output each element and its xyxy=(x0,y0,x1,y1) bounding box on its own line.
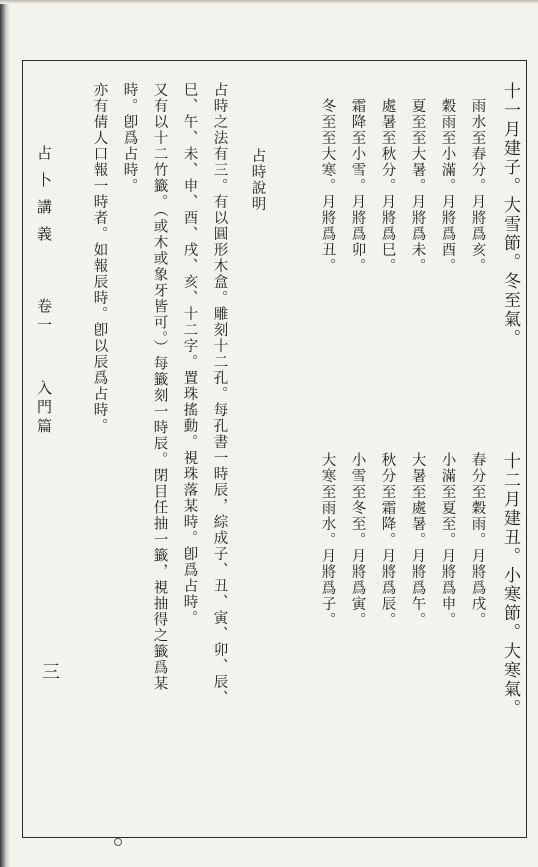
text-column-l2: 春分至穀雨。月將爲戌。 xyxy=(469,452,486,628)
page-edge-top xyxy=(0,0,538,4)
text-column-r4: 夏至至大暑。月將爲未。 xyxy=(409,98,426,274)
text-column-l3: 小滿至夏至。月將爲申。 xyxy=(439,452,456,628)
body-column-5: 亦有倩人口報一時者。如報辰時。卽以辰爲占時。 xyxy=(91,82,108,434)
text-column-l4: 大暑至處暑。月將爲午。 xyxy=(409,452,426,628)
body-column-1: 占時之法有三。有以圓形木盒。雕刻十二孔。每孔書一時辰，綜成子、丑、寅、卯、辰、 xyxy=(211,82,228,706)
text-column-l6: 小雪至冬至。月將爲寅。 xyxy=(349,452,366,628)
text-column-l5: 秋分至霜降。月將爲辰。 xyxy=(379,452,396,628)
footer-book-title: 占卜講義 xyxy=(35,145,53,253)
body-column-3: 又有以十二竹籤。（或木或象牙皆可。）每籤刻一時辰。閉目任抽一籤，視抽得之籤爲某 xyxy=(151,82,168,692)
ink-dot xyxy=(114,838,122,846)
text-column-r5: 處暑至秋分。月將爲巳。 xyxy=(379,98,396,274)
text-column-r6: 霜降至小雪。月將爲卯。 xyxy=(349,98,366,274)
text-column-r2: 雨水至春分。月將爲亥。 xyxy=(469,98,486,274)
page-edge xyxy=(0,0,10,867)
text-column-l1: 十二月建丑。小寒節。大寒氣。 xyxy=(500,452,520,718)
footer-chapter: 入門篇 xyxy=(35,380,53,437)
text-column-r1: 十一月建子。大雪節。冬至氣。 xyxy=(500,82,520,348)
page-number: 三 xyxy=(39,662,60,680)
body-column-4: 時。卽爲占時。 xyxy=(121,82,138,194)
body-column-2: 巳、午、未、申、酉、戌、亥、十二字。置珠搖動。視珠落某時。卽爲占時。 xyxy=(181,82,198,626)
footer-volume: 卷一 xyxy=(35,298,53,336)
text-column-l7: 大寒至雨水。月將爲子。 xyxy=(319,452,336,628)
text-column-r3: 穀雨至小滿。月將爲酉。 xyxy=(439,98,456,274)
text-column-r7: 冬至至大寒。月將爲丑。 xyxy=(319,98,336,274)
section-title: 占時說明 xyxy=(249,148,266,212)
